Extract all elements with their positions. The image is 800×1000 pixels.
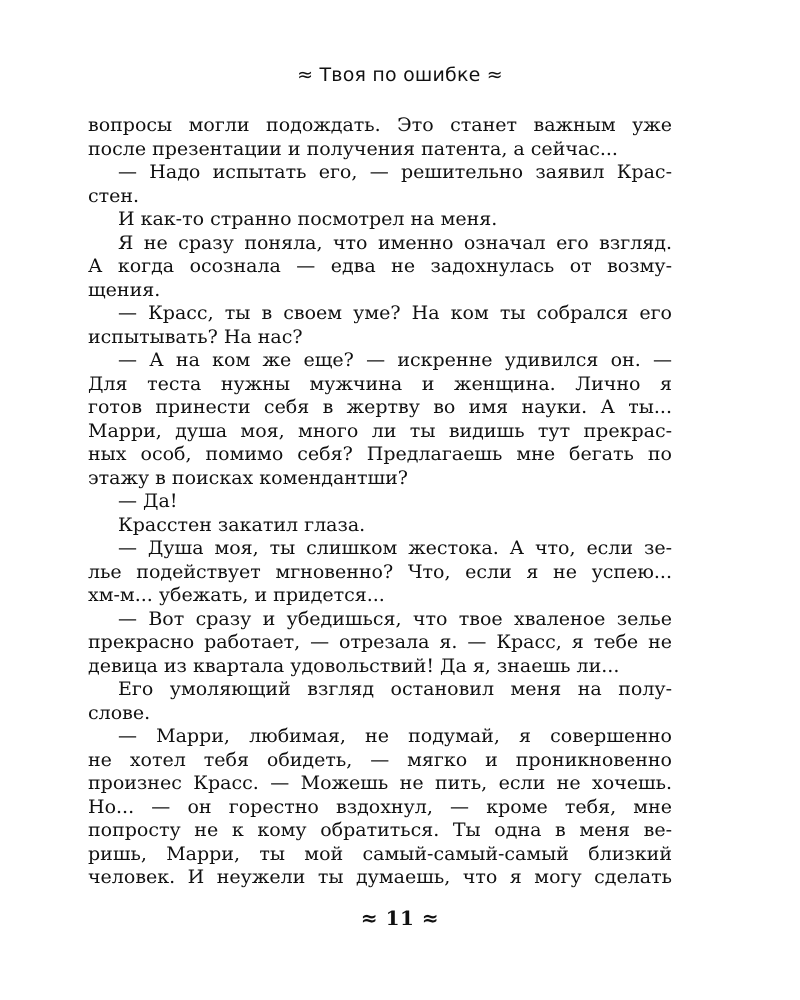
text-line: — Вот сразу и убедишься, что твое хваленое зелье	[118, 607, 672, 630]
text-line: — Да!	[118, 490, 178, 512]
text-line: Для теста нужны мужчина и женщина. Лично я	[88, 372, 672, 395]
text-line: слове.	[88, 701, 151, 724]
text-line: Но... — он горестно вздохнул, — кроме тебя, мне	[88, 795, 672, 818]
text-line: человек. И неужели ты думаешь, что я могу сделать	[88, 866, 672, 888]
text-line: девица из квартала удовольствий! Да я, знаешь ли...	[88, 654, 620, 677]
text-line: ных особ, помимо себя? Предлагаешь мне бегать по	[88, 443, 672, 465]
text-line: Красстен закатил глаза.	[118, 513, 366, 536]
text-line: стен.	[88, 184, 140, 207]
text-line: вопросы могли подождать. Это станет важным уже	[88, 114, 672, 136]
text-line: — Красс, ты в своем уме? На ком ты собрался его	[118, 302, 672, 324]
text-line: прекрасно работает, — отрезала я. — Красс, я тебе не	[88, 631, 672, 653]
text-line: А когда осознала — едва не задохнулась от возму-	[88, 255, 672, 277]
text-line: И как-то странно посмотрел на меня.	[118, 208, 498, 230]
text-line: хм-м... убежать, и придется...	[88, 584, 385, 606]
text-line: ришь, Марри, ты мой самый-самый-самый близкий	[88, 842, 672, 865]
text-line: испытывать? На нас?	[88, 325, 303, 348]
text-line: Я не сразу поняла, что именно означал его взгляд.	[118, 231, 672, 254]
text-line: щения.	[88, 278, 161, 301]
text-line: — Душа моя, ты слишком жестока. А что, если зе-	[118, 537, 672, 559]
running-head: ≈ Твоя по ошибке ≈	[297, 64, 503, 86]
text-line: — Надо испытать его, — решительно заявил Крас-	[118, 161, 672, 183]
text-line: после презентации и получения патента, а сейчас...	[88, 137, 618, 160]
text-line: этажу в поисках комендантши?	[88, 466, 408, 489]
text-line: лье подействует мгновенно? Что, если я не успею...	[88, 560, 672, 583]
text-line: Марри, душа моя, много ли ты видишь тут прекрас-	[88, 419, 672, 442]
text-line: Его умоляющий взгляд остановил меня на полу-	[118, 678, 672, 700]
body-text	[88, 114, 672, 890]
text-line: готов принести себя в жертву во имя науки. А ты...	[88, 396, 672, 418]
page-number: ≈ 11 ≈	[360, 906, 440, 930]
text-line: — А на ком же еще? — искренне удивился он. —	[118, 349, 672, 371]
text-line: не хотел тебя обидеть, — мягко и проникновенно	[88, 748, 672, 771]
text-line: попросту не к кому обратиться. Ты одна в меня ве-	[88, 819, 672, 841]
text-line: — Марри, любимая, не подумай, я совершенно	[118, 725, 672, 747]
text-line: произнес Красс. — Можешь не пить, если не хочешь.	[88, 772, 672, 794]
